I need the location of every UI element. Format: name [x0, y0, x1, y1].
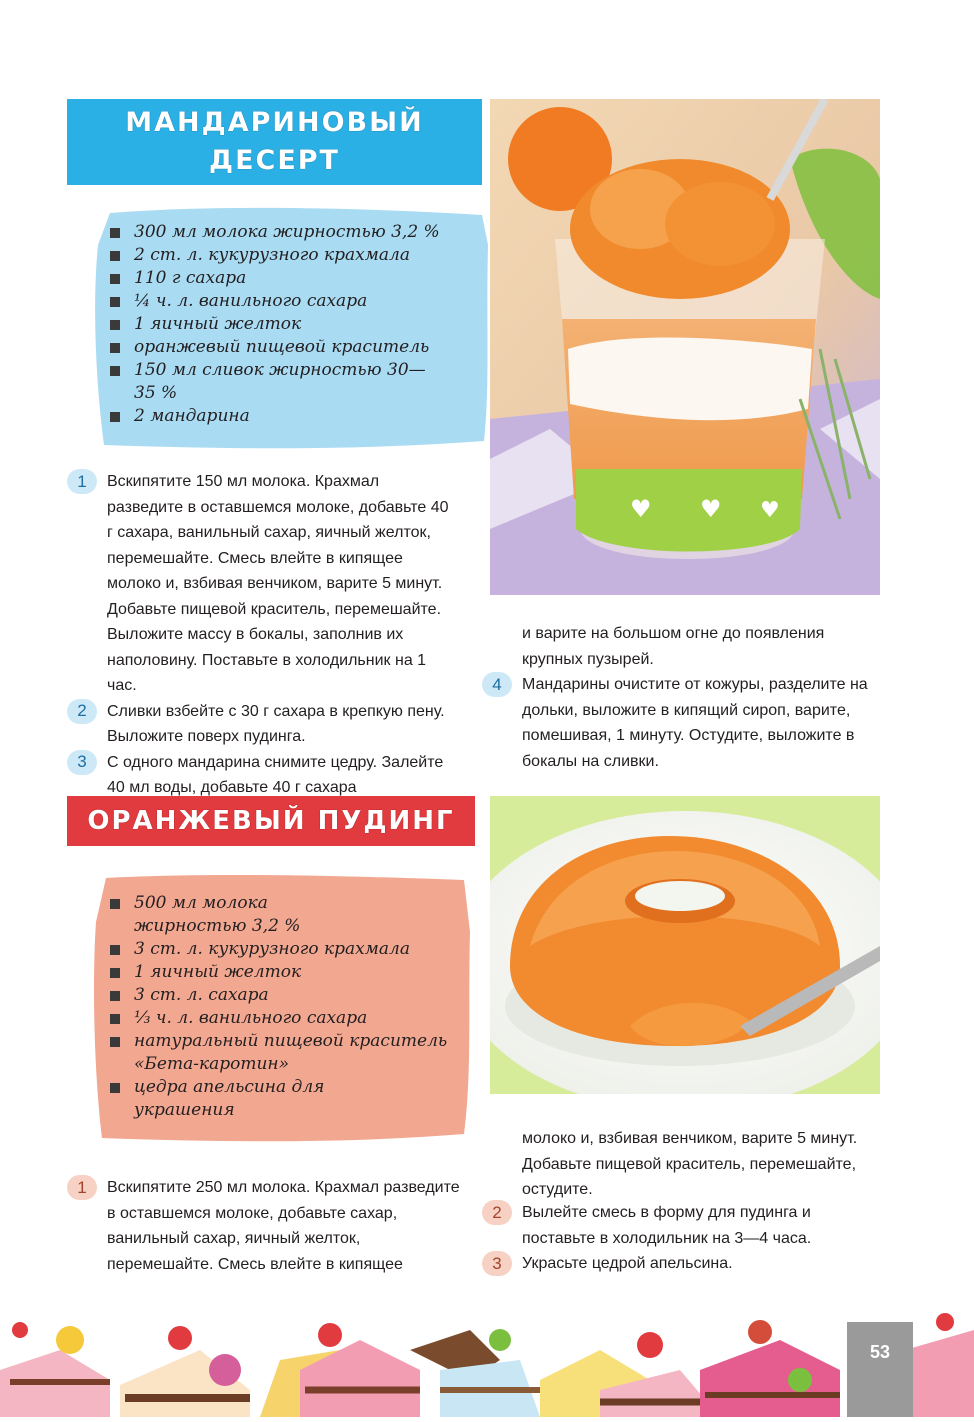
bullet-icon: [110, 1037, 120, 1047]
ingredient-item: 3 ст. л. сахара: [108, 984, 453, 1007]
bullet-icon: [110, 274, 120, 284]
page-number-text: 53: [869, 1342, 891, 1362]
step-text: Мандарины очистите от кожуры, разделите на дольки, выложите в кипящий сироп, варите, помешивая, 1 минуту. Остудите, выложите в бокалы на сливки.: [522, 676, 868, 770]
step-text: Вскипятите 150 мл молока. Крахмал разведите в оставшемся молоке, добавьте 40 г сахара, ванильный сахар, яичный желток, перемешайте. Смесь влейте в кипящее молоко и, взбивая венчиком, варите 5 минут. Добавьте пищевой краситель, перемешайте. Выложите массу в бокалы, заполнив их наполовину. Поставьте в холодильник на 1 час.: [107, 473, 449, 694]
recipe1-step3-continuation: и варите на большом огне до появления крупных пузырей.: [522, 625, 825, 668]
bullet-icon: [110, 228, 120, 238]
svg-text:♥: ♥: [700, 495, 722, 523]
bullet-icon: [110, 320, 120, 330]
recipe1-steps-left: [67, 469, 457, 801]
orange-pudding-photo: [490, 796, 880, 1094]
step-item: [482, 1200, 862, 1251]
ingredient-item: 110 г сахара: [108, 267, 473, 290]
recipe2-step1-continuation: молоко и, взбивая венчиком, варите 5 минут. Добавьте пищевой краситель, перемешайте, остудите.: [522, 1130, 858, 1198]
svg-text:♥: ♥: [630, 495, 652, 523]
step-text: С одного мандарина снимите цедру. Залейте 40 мл воды, добавьте 40 г сахара: [107, 753, 444, 796]
step-number-badge: 1: [67, 469, 97, 494]
step-number-badge: 4: [482, 672, 512, 697]
desserts-footer-illustration: [0, 1310, 974, 1417]
recipe1-ingredients-card: [92, 205, 490, 453]
step-number-badge: 1: [67, 1175, 97, 1200]
step-text: Вскипятите 250 мл молока. Крахмал разведите в оставшемся молоке, добавьте сахар, ванильный сахар, яичный желток, перемешайте. Смесь влейте в кипящее: [107, 1179, 460, 1273]
recipe1-ingredient-list: [108, 221, 473, 428]
ingredient-item: оранжевый пищевой краситель: [108, 336, 473, 359]
recipe1-title-line1: МАНДАРИНОВЫЙ: [125, 107, 424, 138]
bullet-icon: [110, 366, 120, 376]
svg-text:♥: ♥: [760, 498, 780, 523]
recipe2-title-banner: [67, 796, 475, 846]
bullet-icon: [110, 251, 120, 261]
recipe2-ingredients-card: [92, 872, 472, 1144]
step-number-badge: 2: [482, 1200, 512, 1225]
bullet-icon: [110, 899, 120, 909]
step-item: [67, 750, 457, 801]
step-text: Украсьте цедрой апельсина.: [522, 1255, 733, 1272]
recipe2-steps-right: [482, 1200, 862, 1277]
ingredient-item: 1 яичный желток: [108, 313, 473, 336]
recipe2-steps-left: [67, 1175, 462, 1277]
ingredient-item: 2 ст. л. кукурузного крахмала: [108, 244, 473, 267]
step-item: [482, 672, 877, 774]
bullet-icon: [110, 343, 120, 353]
step-number-badge: 3: [482, 1251, 512, 1276]
bullet-icon: [110, 1014, 120, 1024]
bullet-icon: [110, 1083, 120, 1093]
bullet-icon: [110, 945, 120, 955]
step-number-badge: 3: [67, 750, 97, 775]
recipe2-ingredient-list: [108, 892, 453, 1122]
ingredient-item: 2 мандарина: [108, 405, 473, 428]
step-number-badge: 2: [67, 699, 97, 724]
step-text: Вылейте смесь в форму для пудинга и поставьте в холодильник на 3—4 часа.: [522, 1204, 812, 1247]
step-item: [67, 469, 457, 699]
ingredient-item: 150 мл сливок жирностью 30—35 %: [108, 359, 434, 405]
recipe1-steps-right: [482, 672, 877, 774]
mandarin-dessert-photo: [490, 99, 880, 595]
ingredient-item: ¼ ч. л. ванильного сахара: [108, 290, 473, 313]
ingredient-item: цедра апельсина для украшения: [108, 1076, 384, 1122]
ingredient-item: натуральный пищевой краситель «Бета-каротин»: [108, 1030, 454, 1076]
step-item: [67, 699, 457, 750]
step-item: [482, 1251, 862, 1277]
ingredient-item: 3 ст. л. кукурузного крахмала: [108, 938, 453, 961]
ingredient-item: 1 яичный желток: [108, 961, 453, 984]
bullet-icon: [110, 991, 120, 1001]
recipe1-title-line2: ДЕСЕРТ: [209, 145, 340, 176]
recipe1-title-banner: [67, 99, 482, 185]
ingredient-item: 300 мл молока жирностью 3,2 %: [108, 221, 473, 244]
recipe2-title: ОРАНЖЕВЫЙ ПУДИНГ: [87, 806, 455, 836]
bullet-icon: [110, 412, 120, 422]
ingredient-item: ⅓ ч. л. ванильного сахара: [108, 1007, 453, 1030]
step-item: [67, 1175, 462, 1277]
ingredient-item: 500 мл молока жирностью 3,2 %: [108, 892, 354, 938]
bullet-icon: [110, 968, 120, 978]
step-text: Сливки взбейте с 30 г сахара в крепкую пену. Выложите поверх пудинга.: [107, 702, 445, 745]
bullet-icon: [110, 297, 120, 307]
page-number: [847, 1322, 913, 1417]
